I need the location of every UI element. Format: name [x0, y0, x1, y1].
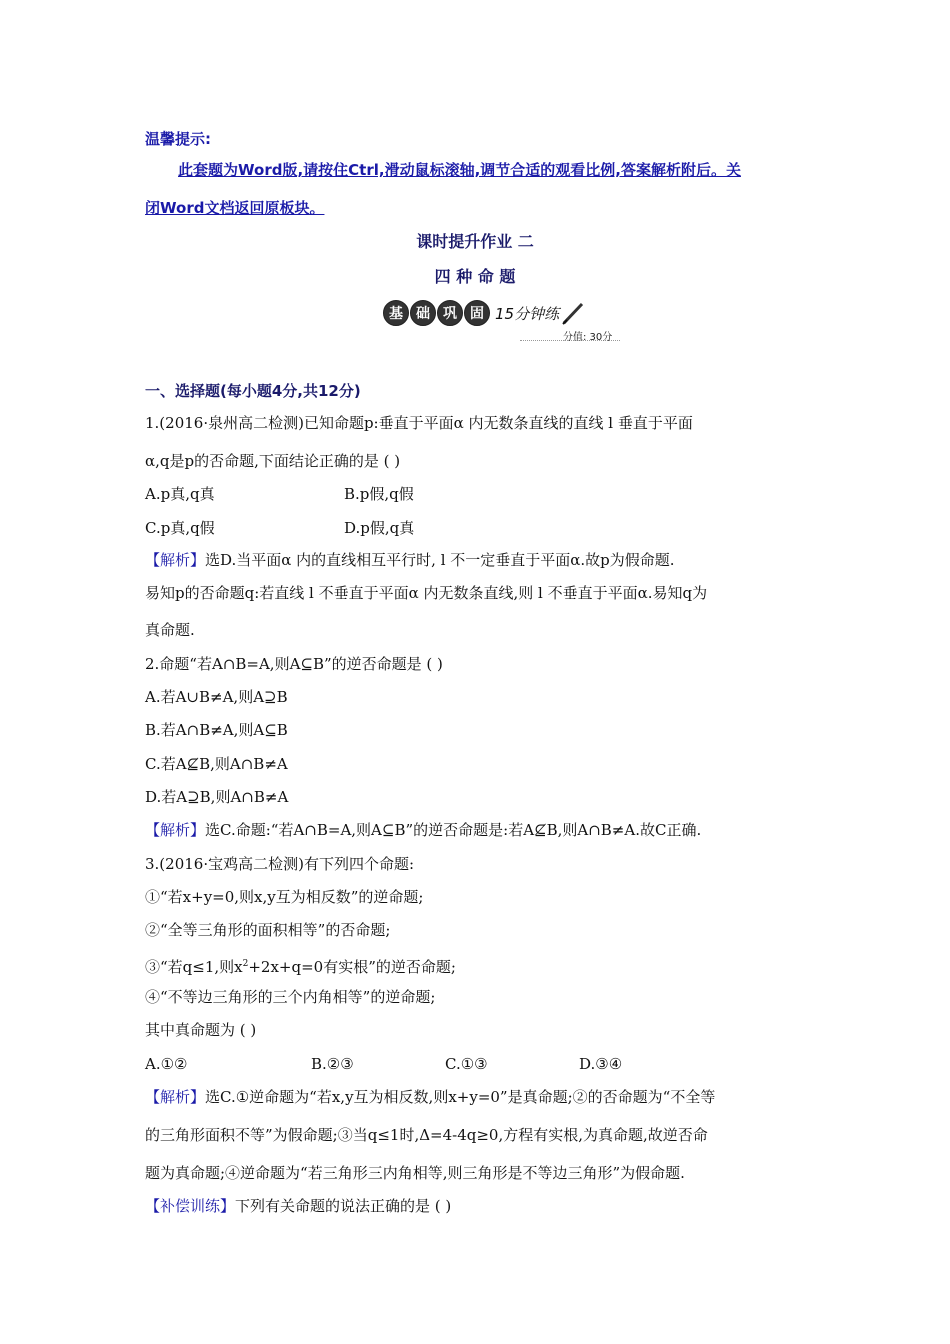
q1-answer-text: 选D.当平面α 内的直线相互平行时, l 不一定垂直于平面α.故p为假命题. [205, 551, 675, 569]
extra-stem: 下列有关命题的说法正确的是 ( ) [235, 1197, 452, 1215]
q1-answer-3: 真命题. [145, 621, 195, 639]
q3-option-c: C.①③ [445, 1055, 488, 1073]
banner-char-3: 巩 [437, 300, 463, 326]
q3-answer-text: 选C.①逆命题为“若x,y互为相反数,则x+y=0”是真命题;②的否命题为“不全等 [205, 1088, 716, 1106]
tip-line-2: 闭Word文档返回原板块。 [145, 199, 325, 217]
q3-option-a: A.①② [145, 1055, 188, 1073]
tip-line-1: 此套题为Word版,请按住Ctrl,滑动鼠标滚轴,调节合适的观看比例,答案解析附后。关 [178, 161, 741, 179]
q1-stem-2: α,q是p的否命题,下面结论正确的是 ( ) [145, 452, 401, 470]
q3-option-d: D.③④ [579, 1055, 623, 1073]
q2-answer-text: 选C.命题:“若A∩B=A,则A⊆B”的逆否命题是:若A⊈B,则A∩B≠A.故C正确. [205, 821, 702, 839]
q2-stem: 2.命题“若A∩B=A,则A⊆B”的逆否命题是 ( ) [145, 655, 443, 673]
tip-heading: 温馨提示: [145, 130, 211, 148]
q3-answer-2: 的三角形面积不等”为假命题;③当q≤1时,Δ=4-4q≥0,方程有实根,为真命题,故逆否命 [145, 1126, 708, 1144]
extra-question [145, 1195, 451, 1217]
q1-answer-2: 易知p的否命题q:若直线 l 不垂直于平面α 内无数条直线,则 l 不垂直于平面α.易知q为 [145, 584, 708, 602]
q2-answer [145, 819, 701, 841]
q3-answer-3: 题为真命题;④逆命题为“若三角形三内角相等,则三角形是不等边三角形”为假命题. [145, 1164, 685, 1182]
answer-tag: 【解析】 [145, 1088, 206, 1106]
q3-stem: 3.(2016·宝鸡高二检测)有下列四个命题: [145, 855, 415, 873]
q3-answer-1 [145, 1086, 715, 1108]
q1-answer-1 [145, 549, 675, 571]
banner-char-4: 固 [464, 300, 490, 326]
q1-option-a: A.p真,q真 [145, 485, 215, 503]
q3-item-1: ①“若x+y=0,则x,y互为相反数”的逆命题; [145, 888, 424, 906]
q3-option-b: B.②③ [311, 1055, 354, 1073]
q1-option-c: C.p真,q假 [145, 519, 215, 537]
score-label: 分值: 30分 [563, 332, 613, 343]
pen-icon [561, 301, 585, 325]
q2-option-b: B.若A∩B≠A,则A⊆B [145, 721, 288, 739]
section-banner [383, 300, 585, 326]
banner-char-2: 础 [410, 300, 436, 326]
page-subtitle: 四 种 命 题 [434, 267, 516, 286]
banner-time: 15分钟练 [495, 304, 560, 323]
q2-option-c: C.若A⊈B,则A∩B≠A [145, 755, 288, 773]
q3-item-3-sup: 2 [242, 959, 249, 969]
q1-option-b: B.p假,q假 [344, 485, 414, 503]
answer-tag: 【解析】 [145, 821, 206, 839]
section-title: 一、选择题(每小题4分,共12分) [145, 382, 361, 400]
banner-char-1: 基 [383, 300, 409, 326]
extra-tag: 【补偿训练】 [145, 1197, 236, 1215]
page-title: 课时提升作业 二 [416, 232, 534, 251]
q2-option-a: A.若A∪B≠A,则A⊇B [145, 688, 288, 706]
q1-option-d: D.p假,q真 [344, 519, 415, 537]
q3-item-4: ④“不等边三角形的三个内角相等”的逆命题; [145, 988, 436, 1006]
q3-ask: 其中真命题为 ( ) [145, 1021, 257, 1039]
q3-item-2: ②“全等三角形的面积相等”的否命题; [145, 921, 391, 939]
q3-item-3 [145, 953, 456, 978]
q1-stem-1: 1.(2016·泉州高二检测)已知命题p:垂直于平面α 内无数条直线的直线 l 垂直于平面 [145, 414, 693, 432]
q2-option-d: D.若A⊇B,则A∩B≠A [145, 788, 289, 806]
q3-item-3-pre: ③“若q≤1,则x [145, 958, 243, 976]
answer-tag: 【解析】 [145, 551, 206, 569]
q3-item-3-post: +2x+q=0有实根”的逆否命题; [248, 958, 456, 976]
